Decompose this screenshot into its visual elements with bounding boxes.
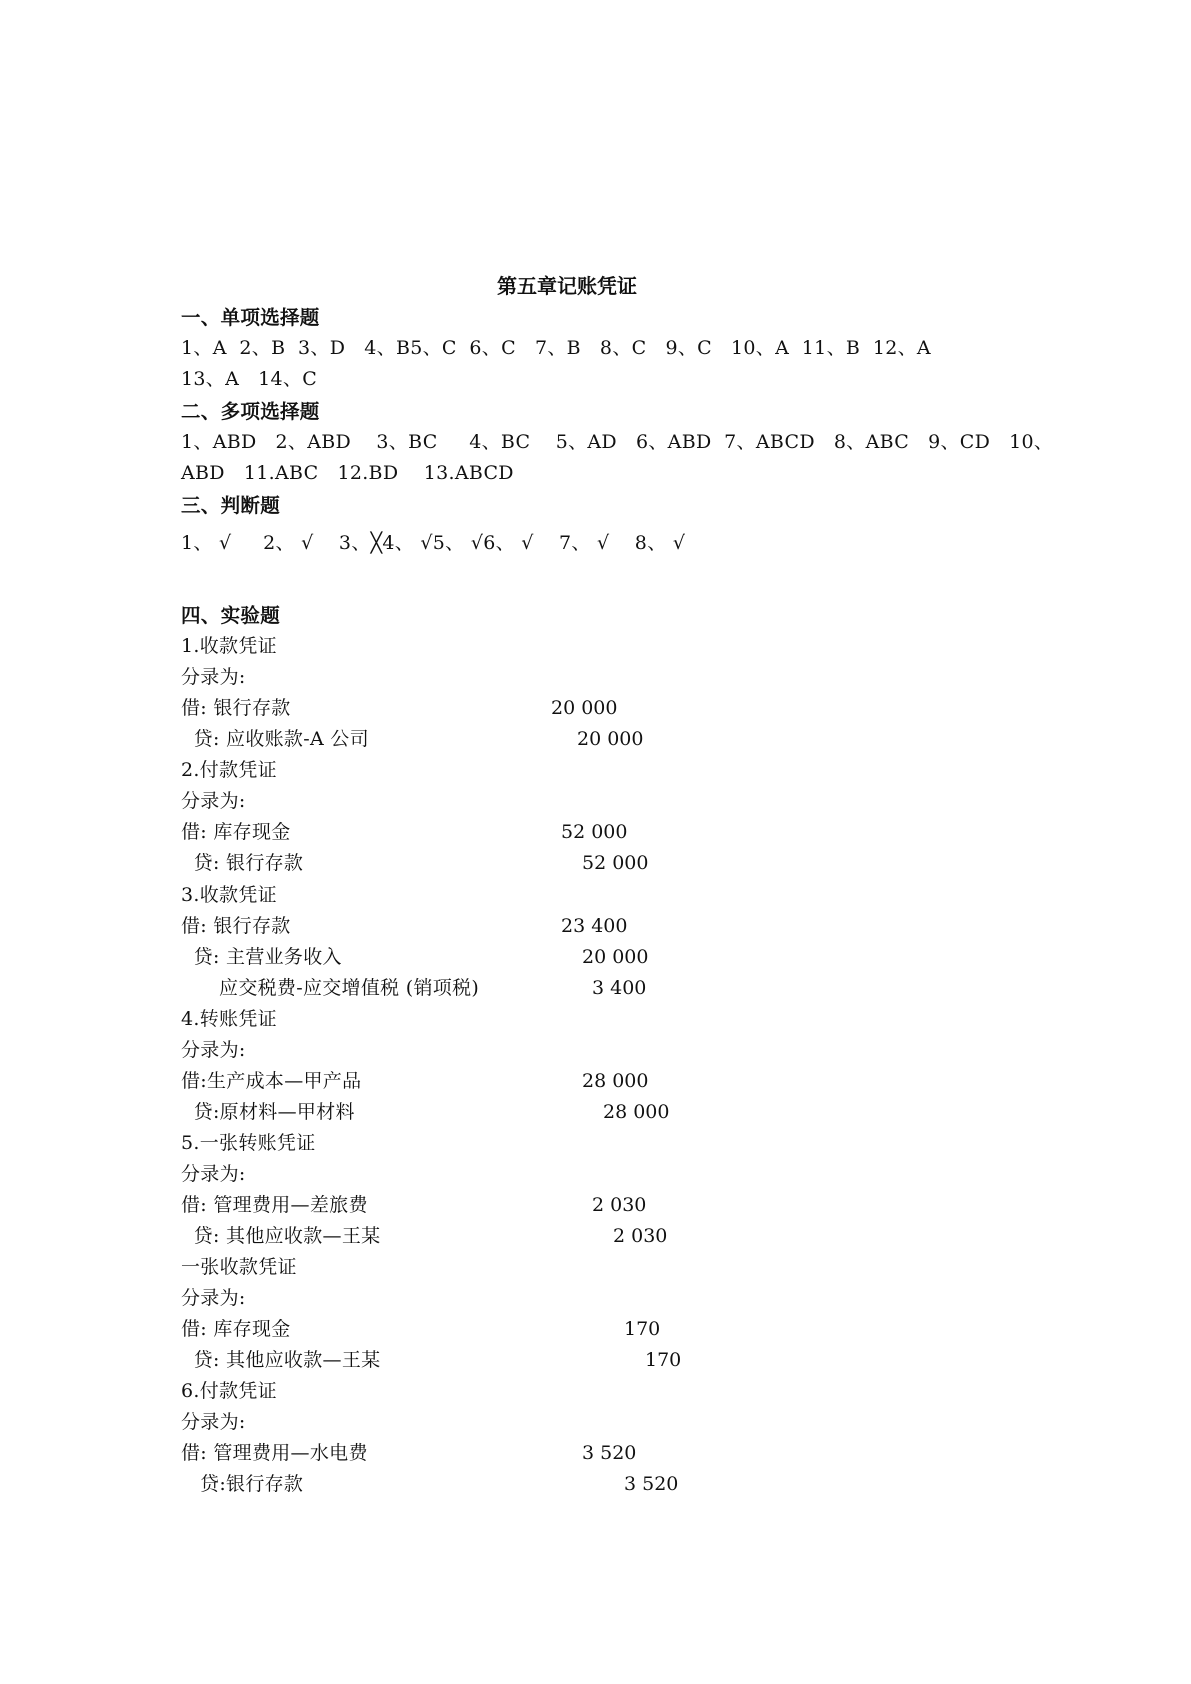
- q2-credit-amount: 52 000: [582, 852, 649, 874]
- q2-debit-account: 借: 库存现金: [181, 821, 291, 843]
- multiple-choice-answers-line-1: 1、ABD 2、ABD 3、BC 4、BC 5、AD 6、ABD 7、ABCD 8、ABC 9、CD 10、: [181, 431, 1054, 453]
- q6-debit-account: 借: 管理费用—水电费: [181, 1442, 368, 1464]
- q6-entry-label: 分录为:: [181, 1411, 246, 1433]
- q4-entry-label: 分录为:: [181, 1039, 246, 1061]
- q5b-debit-amount: 170: [624, 1318, 661, 1340]
- section-heading-true-false: 三、判断题: [181, 494, 281, 517]
- single-choice-answers-line-2: 13、A 14、C: [181, 368, 318, 390]
- q1-title: 1.收款凭证: [181, 635, 277, 657]
- q4-debit-account: 借:生产成本—甲产品: [181, 1070, 362, 1092]
- q4-debit-amount: 28 000: [582, 1070, 649, 1092]
- q2-entry-label: 分录为:: [181, 790, 246, 812]
- q3-credit-account-1: 贷: 主营业务收入: [181, 946, 342, 968]
- q2-title: 2.付款凭证: [181, 759, 277, 781]
- single-choice-answers-line-1: 1、A 2、B 3、D 4、B5、C 6、C 7、B 8、C 9、C 10、A 11、B 12、A: [181, 337, 931, 359]
- q1-credit-amount: 20 000: [577, 728, 644, 750]
- q2-credit-account: 贷: 银行存款: [181, 852, 304, 874]
- q5b-title: 一张收款凭证: [181, 1256, 297, 1278]
- q1-entry-label: 分录为:: [181, 666, 246, 688]
- true-false-answers-line: 1、 √ 2、 √ 3、╳4、 √5、 √6、 √ 7、 √ 8、 √: [181, 532, 686, 554]
- q5b-credit-amount: 170: [645, 1349, 682, 1371]
- q5b-credit-account: 贷: 其他应收款—王某: [181, 1349, 381, 1371]
- q1-debit-account: 借: 银行存款: [181, 697, 291, 719]
- q5-debit-account: 借: 管理费用—差旅费: [181, 1194, 368, 1216]
- q5-title: 5.一张转账凭证: [181, 1132, 316, 1154]
- section-heading-practical: 四、实验题: [181, 604, 281, 627]
- q5-credit-amount: 2 030: [613, 1225, 668, 1247]
- q2-debit-amount: 52 000: [561, 821, 628, 843]
- q6-credit-account: 贷:银行存款: [181, 1473, 304, 1495]
- multiple-choice-answers-line-2: ABD 11.ABC 12.BD 13.ABCD: [181, 462, 514, 484]
- q5b-entry-label: 分录为:: [181, 1287, 246, 1309]
- q4-credit-amount: 28 000: [603, 1101, 670, 1123]
- q3-debit-amount: 23 400: [561, 915, 628, 937]
- q5-entry-label: 分录为:: [181, 1163, 246, 1185]
- section-heading-multiple-choice: 二、多项选择题: [181, 400, 320, 423]
- q3-credit-amount-1: 20 000: [582, 946, 649, 968]
- q5b-debit-account: 借: 库存现金: [181, 1318, 291, 1340]
- q5-debit-amount: 2 030: [592, 1194, 647, 1216]
- q6-credit-amount: 3 520: [624, 1473, 679, 1495]
- q3-title: 3.收款凭证: [181, 884, 277, 906]
- q1-credit-account: 贷: 应收账款-A 公司: [181, 728, 369, 750]
- q3-credit-account-2: 应交税费-应交增值税 (销项税): [181, 977, 480, 999]
- q6-title: 6.付款凭证: [181, 1380, 277, 1402]
- q5-credit-account: 贷: 其他应收款—王某: [181, 1225, 381, 1247]
- q3-debit-account: 借: 银行存款: [181, 915, 291, 937]
- q6-debit-amount: 3 520: [582, 1442, 637, 1464]
- page-title: 第五章记账凭证: [497, 274, 637, 298]
- q3-credit-amount-2: 3 400: [592, 977, 647, 999]
- q4-credit-account: 贷:原材料—甲材料: [181, 1101, 355, 1123]
- section-heading-single-choice: 一、单项选择题: [181, 306, 320, 329]
- q1-debit-amount: 20 000: [551, 697, 618, 719]
- q4-title: 4.转账凭证: [181, 1008, 277, 1030]
